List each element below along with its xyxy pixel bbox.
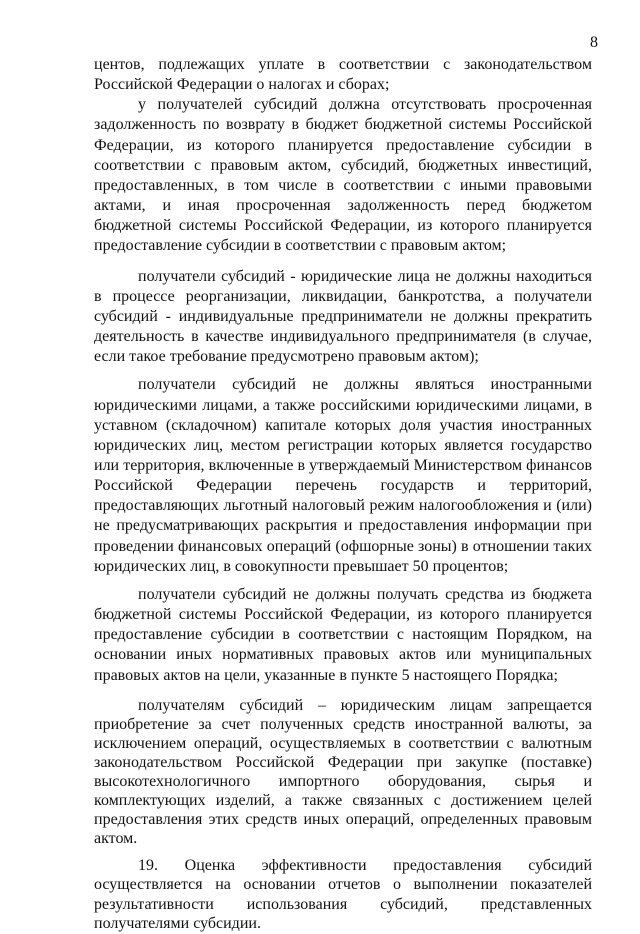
paragraph-7: 19. Оценка эффективности предоставления субсидий осуществляется на основании отчетов о выполнении показателей результативности использования субсидий, представленных получателями субсидии. bbox=[94, 856, 592, 933]
page-number: 8 bbox=[590, 34, 598, 51]
paragraph-2: у получателей субсидий должна отсутствовать просроченная задолженность по возврату в бюджет бюджетной системы Российской Федерации, из которого планируется предоставление субсидии в соответствии с правовым актом, субсидий, бюджетных инвестиций, предоставленных, в том числе в соответствии с иными правовыми актами, и иная просроченная задолженность перед бюджетом бюджетной системы Российской Федерации, из которого планируется предоставление субсидии в соответствии с правовым актом; bbox=[94, 96, 592, 255]
paragraph-1: центов, подлежащих уплате в соответствии с законодательством Российской Федерации о налогах и сборах; bbox=[94, 56, 592, 94]
paragraph-5: получатели субсидий не должны получать средства из бюджета бюджетной системы Российской Федерации, из которого планируется предоставление субсидии в соответствии с настоящим Порядком, на основании иных нормативных правовых актов или муниципальных правовых актов на цели, указанные в пункте 5 настоящего Порядка; bbox=[94, 585, 592, 684]
paragraph-6: получателям субсидий – юридическим лицам запрещается приобретение за счет полученных средств иностранной валюты, за исключением операций, осуществляемых в соответствии с валютным законодательством Российской Федерации при закупке (поставке) высокотехнологичного импортного оборудования, сырья и комплектующих изделий, а также связанных с достижением целей предоставления этих средств иных операций, определенных правовым актом. bbox=[94, 696, 592, 847]
paragraph-3: получатели субсидий - юридические лица не должны находиться в процессе реорганизации, ликвидации, банкротства, а получатели субсидий - индивидуальные предприниматели не должны прекратить деятельность в качестве индивидуального предпринимателя (в случае, если такое требование предусмотрено правовым актом); bbox=[94, 267, 592, 366]
paragraph-4: получатели субсидий не должны являться иностранными юридическими лицами, а также российскими юридическими лицами, в уставном (складочном) капитале которых доля участия иностранных юридических лиц, местом регистрации которых является государство или территория, включенные в утверждаемый Министерством финансов Российской Федерации перечень государств и территорий, предоставляющих льготный налоговый режим налогообложения и (или) не предусматривающих раскрытия и предоставления информации при проведении финансовых операций (офшорные зоны) в отношении таких юридических лиц, в совокупности превышает 50 процентов; bbox=[94, 376, 592, 575]
document-body bbox=[94, 55, 592, 934]
